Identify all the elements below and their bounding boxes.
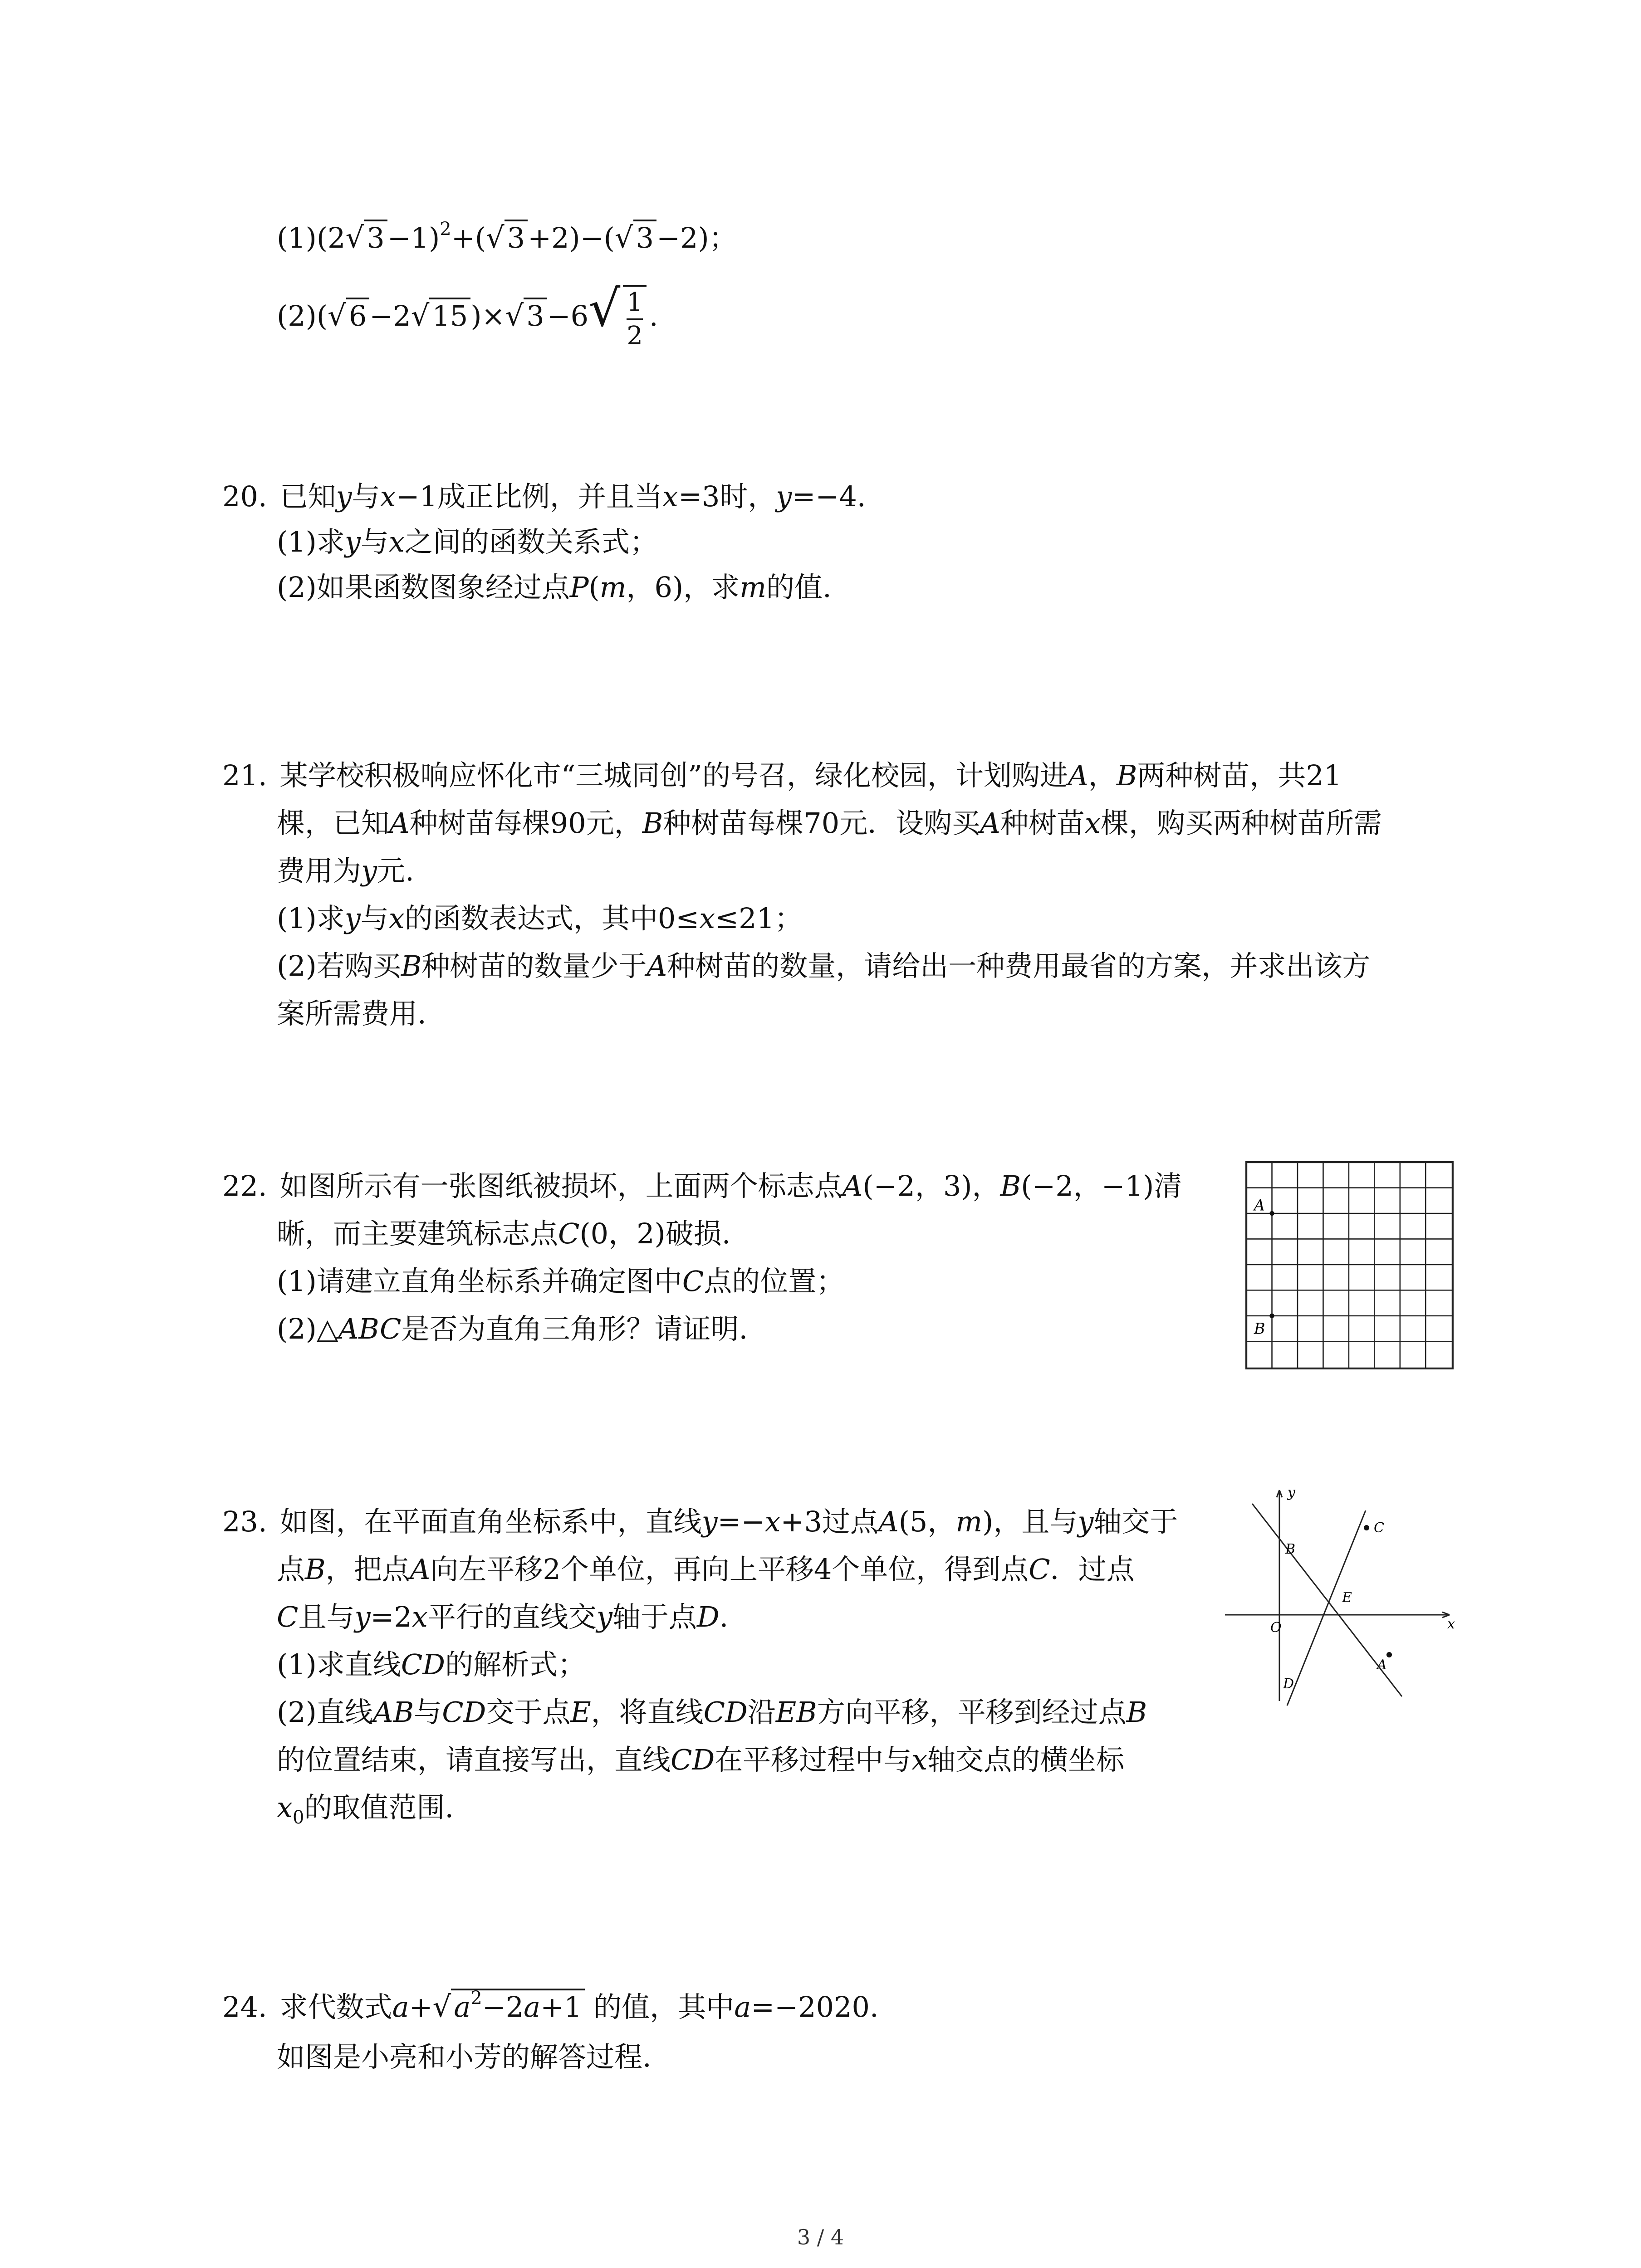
stem-text: 之间的函数关系式；: [404, 525, 658, 558]
expr-text: )×: [470, 299, 505, 332]
exponent: 2: [440, 219, 451, 240]
radicand: 6: [346, 298, 369, 332]
point-c: [1364, 1525, 1369, 1530]
origin-label: O: [1270, 1620, 1282, 1636]
expr-text: −2: [482, 1990, 524, 2024]
q21-line1: [222, 755, 1342, 796]
sqrt-3: √3: [615, 218, 656, 259]
q22-line1: [222, 1166, 1182, 1207]
var: A: [410, 1553, 431, 1586]
stem-text: 元.: [377, 854, 414, 887]
q23-part1: [277, 1644, 586, 1685]
stem-text: (−2，−1)清: [1021, 1169, 1182, 1202]
var: y: [1078, 1505, 1094, 1538]
stem-text: 点的位置；: [704, 1265, 845, 1298]
stem-text: (0，2)破损.: [579, 1217, 731, 1250]
stem-text: 的取值范围.: [304, 1791, 454, 1824]
q24-line2: [277, 2037, 652, 2077]
stem-text: (1)请建立直角坐标系并确定图中: [277, 1265, 682, 1298]
part-label: (1): [277, 221, 317, 254]
var: EB: [775, 1696, 817, 1729]
var: CD: [671, 1743, 715, 1776]
q23-part2: [277, 1692, 1147, 1733]
var: B: [1116, 759, 1137, 792]
grid-lines: [1246, 1162, 1453, 1369]
stem-text: 点: [277, 1553, 305, 1586]
y-axis-label: y: [1288, 1485, 1295, 1501]
stem-text: −1成正比例，并且当: [396, 480, 663, 513]
stem-text: (1)求直线: [277, 1648, 401, 1681]
stem-text: 的位置结束，请直接写出，直线: [277, 1743, 671, 1776]
radicand: 3: [364, 220, 387, 254]
point-a: [1386, 1652, 1392, 1657]
var: ABC: [338, 1312, 402, 1345]
stem-text: ≤21；: [715, 902, 803, 935]
stem-text: 种树苗每棵70元．设购买: [663, 807, 980, 840]
var: CD: [442, 1696, 486, 1729]
part-label: (2): [277, 299, 317, 332]
var: AB: [372, 1696, 414, 1729]
var: m: [740, 571, 766, 604]
q23-line7: [277, 1787, 454, 1828]
radicand: 3: [633, 220, 656, 254]
sqrt-15: √15: [411, 284, 471, 348]
stem-text: =2: [370, 1600, 412, 1633]
var: y: [596, 1600, 612, 1633]
expr-text: (2: [316, 221, 346, 254]
point-a: [1269, 1211, 1274, 1216]
var: B: [305, 1553, 326, 1586]
q23-line2: [277, 1549, 1135, 1590]
stem-text: (: [588, 571, 600, 604]
point-d-label: D: [1283, 1676, 1294, 1692]
numerator: 1: [627, 287, 643, 320]
subscript: 0: [292, 1807, 304, 1828]
var: A: [842, 1169, 863, 1202]
stem-text: 平行的直线交: [427, 1600, 597, 1633]
stem-text: (1)求: [277, 902, 345, 935]
sqrt-3: √3: [486, 218, 528, 259]
q22-line2: [277, 1213, 730, 1254]
var: x: [911, 1743, 928, 1776]
sqrt-expression: $√a^2-2a+1$: [433, 1987, 585, 2028]
stem-text: 在平移过程中与: [715, 1743, 912, 1776]
q21-line6: [277, 993, 426, 1034]
expr-text: +1: [540, 1990, 582, 2024]
denominator: 2: [627, 321, 643, 351]
stem-text: (2)若购买: [277, 949, 401, 982]
stem-text: 与: [352, 480, 380, 513]
var: y: [776, 480, 792, 513]
var: B: [401, 949, 422, 982]
expr-text: −1): [387, 221, 440, 254]
radicand: [451, 1989, 584, 2024]
var: x: [764, 1505, 781, 1538]
question-number: 21.: [222, 759, 267, 792]
expr-text: −6: [547, 299, 589, 332]
q21-line3: [277, 850, 414, 891]
expr-text: −2: [369, 299, 411, 332]
q22-part1: [277, 1261, 844, 1302]
q21-line2: [277, 803, 1382, 844]
var: A: [980, 807, 1000, 840]
point-e-label: E: [1342, 1590, 1352, 1606]
stem-text: 与: [360, 525, 389, 558]
sqrt-6: √6: [328, 284, 369, 348]
stem-text: =3时，: [678, 480, 776, 513]
stem-text: ．过点: [1050, 1553, 1135, 1586]
expr-text: +(: [451, 221, 486, 254]
q21-part1: [277, 898, 803, 939]
stem-text: 向左平移2个单位，再向上平移4个单位，得到点: [430, 1553, 1029, 1586]
stem-text: 棵，已知: [277, 807, 390, 840]
stem-text: 与: [414, 1696, 442, 1729]
point-b-label: B: [1285, 1541, 1296, 1557]
question-number: 24.: [222, 1990, 267, 2024]
radicand: 3: [524, 298, 547, 332]
stem-text: =−: [717, 1505, 765, 1538]
q23-line3: [277, 1597, 728, 1637]
stem-text: 轴交于: [1093, 1505, 1178, 1538]
q23-line1: [222, 1501, 1178, 1542]
var: x: [662, 480, 679, 513]
stem-text: 且与: [298, 1600, 355, 1633]
var: x: [388, 525, 405, 558]
stem-text: 某学校积极响应怀化市“三城同创”的号召，绿化校园，计划购进: [279, 759, 1068, 792]
stem-text: 种树苗的数量，请给出一种费用最省的方案，并求出该方: [667, 949, 1371, 982]
q24-line1: [222, 1987, 879, 2028]
sqrt-3: √3: [345, 218, 387, 259]
stem-text: 种树苗每棵90元，: [409, 807, 642, 840]
point-a-label: A: [1254, 1196, 1265, 1214]
stem-text: 的值，其中: [584, 1990, 735, 2024]
question-number: 20.: [222, 480, 267, 513]
stem-text: 轴交点的横坐标: [927, 1743, 1125, 1776]
q19-part1: [277, 218, 737, 259]
var: A: [878, 1505, 899, 1538]
point-b: [1269, 1314, 1274, 1318]
var: C: [1029, 1553, 1050, 1586]
stem-text: 案所需费用.: [277, 997, 426, 1030]
q19-part2: [277, 277, 658, 352]
stem-text: (2)直线: [277, 1696, 373, 1729]
point-a-label: A: [1377, 1657, 1387, 1673]
var: A: [647, 949, 667, 982]
x-axis-label: x: [1447, 1616, 1455, 1632]
q22-part2: [277, 1309, 748, 1349]
var: B: [1126, 1696, 1147, 1729]
var: a: [454, 1990, 471, 2024]
expr-text: (: [316, 299, 328, 332]
point-b-label: B: [1254, 1320, 1265, 1338]
stem-text: 费用为: [277, 854, 362, 887]
stem-text: 沿: [747, 1696, 776, 1729]
radicand: 15: [429, 298, 470, 332]
stem-text: 晰，而主要建筑标志点: [277, 1217, 558, 1250]
expr-text: +2)−(: [528, 221, 615, 254]
stem-text: (2)△: [277, 1312, 338, 1345]
sqrt-3: √3: [505, 284, 547, 348]
stem-text: 与: [360, 902, 389, 935]
question-number: 22.: [222, 1169, 267, 1202]
var: y: [344, 902, 361, 935]
point-c-label: C: [1374, 1520, 1384, 1536]
q20-part2: [277, 567, 832, 608]
var: y: [361, 854, 377, 887]
var: m: [955, 1505, 983, 1538]
q22-grid-figure: [1245, 1161, 1454, 1370]
stem-text: 轴于点: [612, 1600, 697, 1633]
stem-text: 两种树苗，共21: [1137, 759, 1342, 792]
var: a: [524, 1990, 541, 2024]
stem-text: 求代数式: [279, 1990, 392, 2024]
stem-text: 棵，购买两种树苗所需: [1100, 807, 1382, 840]
var: CD: [401, 1648, 445, 1681]
stem-text: 的值.: [766, 571, 832, 604]
var: y: [354, 1600, 371, 1633]
stem-text: 方向平移，平移到经过点: [817, 1696, 1127, 1729]
var: x: [277, 1791, 293, 1824]
stem-text: 如图所示有一张图纸被损坏，上面两个标志点: [279, 1169, 843, 1202]
var: x: [388, 902, 405, 935]
var: CD: [703, 1696, 748, 1729]
fraction: [623, 285, 647, 352]
stem-text: 的函数表达式，其中0≤: [404, 902, 700, 935]
stem-text: =−4.: [792, 480, 866, 513]
stem-text: +3过点: [780, 1505, 878, 1538]
stem-text: ，把点: [325, 1553, 410, 1586]
radicand: 3: [505, 220, 528, 254]
stem-text: 如图是小亮和小芳的解答过程.: [277, 2040, 652, 2073]
var: x: [380, 480, 396, 513]
stem-text: ，: [1088, 759, 1117, 792]
stem-text: (1)求: [277, 525, 345, 558]
var: a: [392, 1990, 409, 2024]
var: y: [701, 1505, 718, 1538]
var: y: [344, 525, 361, 558]
stem-text: =−2020.: [751, 1990, 879, 2024]
q23-coordinate-figure: [1220, 1483, 1461, 1710]
var: y: [336, 480, 352, 513]
var: E: [570, 1696, 591, 1729]
expr-text: .: [649, 299, 658, 332]
stem-text: )，且与: [982, 1505, 1078, 1538]
line-cd: [1287, 1510, 1366, 1706]
stem-text: (2)如果函数图象经过点: [277, 571, 570, 604]
sqrt-half: √ $\frac{1}{2}$: [588, 277, 649, 352]
var: B: [642, 807, 663, 840]
stem-text: 如图，在平面直角坐标系中，直线: [279, 1505, 702, 1538]
var: x: [1084, 807, 1101, 840]
stem-text: 交于点: [486, 1696, 571, 1729]
stem-text: (5，: [898, 1505, 956, 1538]
exponent: 2: [470, 1988, 482, 2009]
stem-text: .: [719, 1600, 729, 1633]
page-number: 3 / 4: [797, 2225, 844, 2249]
stem-text: (−2，3)，: [862, 1169, 1000, 1202]
var: C: [277, 1600, 299, 1633]
question-number: 23.: [222, 1505, 267, 1538]
var: A: [389, 807, 410, 840]
stem-text: ，将直线: [591, 1696, 704, 1729]
stem-text: 种树苗: [1000, 807, 1085, 840]
stem-text: +: [409, 1990, 433, 2024]
stem-text: ，6)，求: [626, 571, 740, 604]
var: C: [682, 1265, 704, 1298]
var: a: [734, 1990, 751, 2024]
stem-text: 的解析式；: [445, 1648, 586, 1681]
stem-text: 已知: [279, 480, 336, 513]
var: B: [1000, 1169, 1021, 1202]
q21-part2: [277, 946, 1370, 987]
var: m: [599, 571, 627, 604]
q20-part1: [277, 522, 658, 562]
stem-text: 是否为直角三角形？请证明.: [401, 1312, 748, 1345]
var: P: [569, 571, 589, 604]
stem-text: 种树苗的数量少于: [421, 949, 647, 982]
expr-text: −2)；: [656, 221, 737, 254]
var: x: [411, 1600, 428, 1633]
q23-line6: [277, 1740, 1124, 1780]
var: D: [696, 1600, 720, 1633]
q20-stem: [222, 476, 866, 517]
var: C: [558, 1217, 580, 1250]
var: A: [1068, 759, 1088, 792]
var: x: [699, 902, 715, 935]
